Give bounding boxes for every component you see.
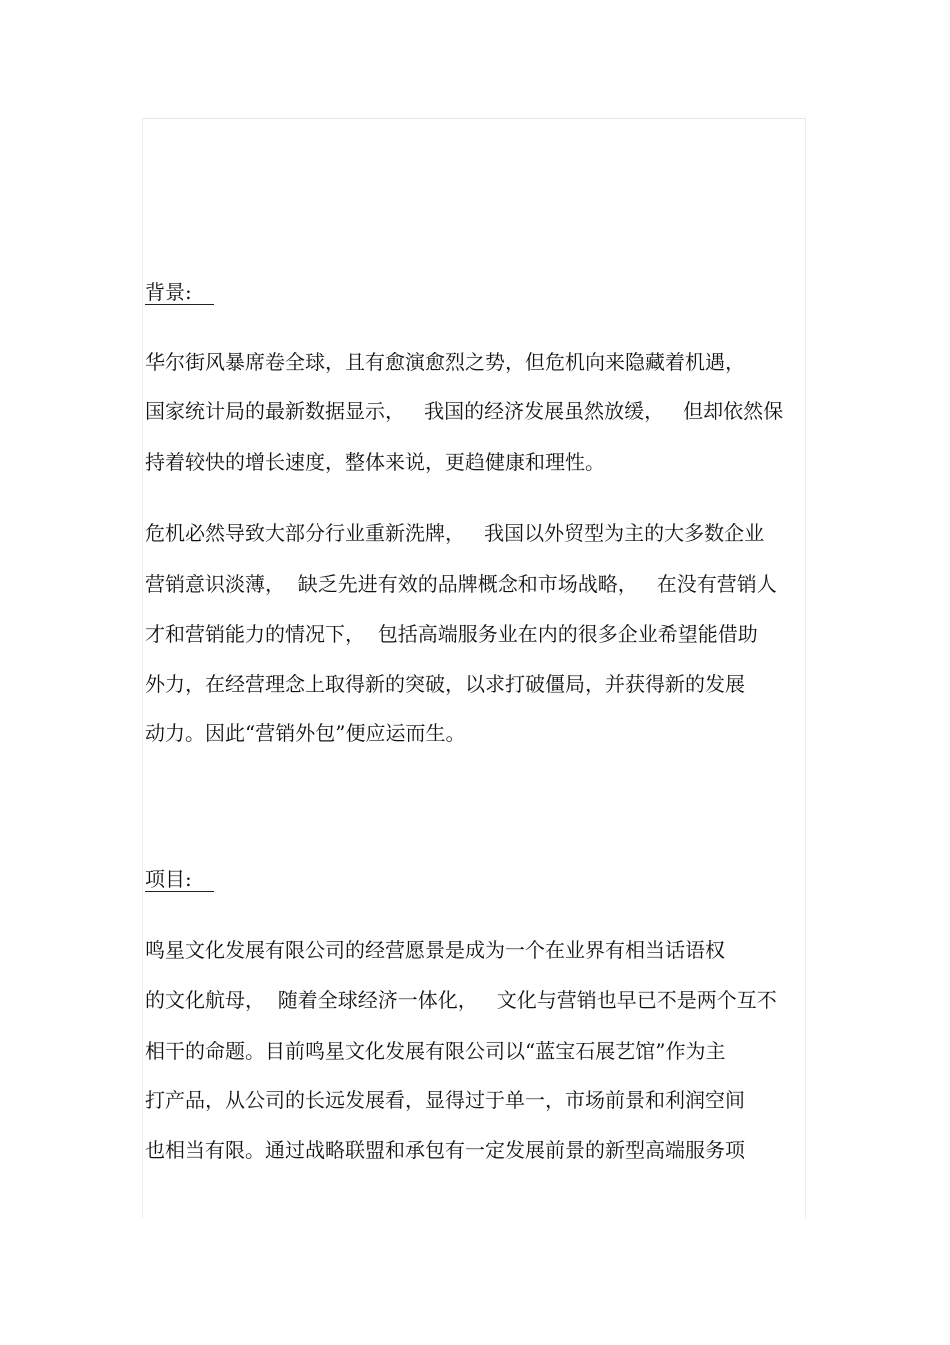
text-line: 国家统计局的最新数据显示， 我国的经济发展虽然放缓， 但却依然保 [145,399,784,423]
text-line: 营销意识淡薄， 缺乏先进有效的品牌概念和市场战略， 在没有营销人 [145,572,777,596]
text-line: 的文化航母， 随着全球经济一体化， 文化与营销也早已不是两个互不 [145,988,777,1012]
text-line: 外力，在经营理念上取得新的突破，以求打破僵局，并获得新的发展 [145,672,745,696]
text-line: 相干的命题。目前鸣星文化发展有限公司以“蓝宝石展艺馆”作为主 [145,1039,726,1063]
text-line: 动力。因此“营销外包”便应运而生。 [145,721,466,745]
text-line: 也相当有限。通过战略联盟和承包有一定发展前景的新型高端服务项 [145,1138,745,1162]
text-line: 鸣星文化发展有限公司的经营愿景是成为一个在业界有相当话语权 [145,938,725,962]
text-line: 打产品，从公司的长远发展看，显得过于单一，市场前景和利润空间 [145,1088,745,1112]
text-line: 危机必然导致大部分行业重新洗牌， 我国以外贸型为主的大多数企业 [145,521,765,545]
text-line: 持着较快的增长速度，整体来说，更趋健康和理性。 [145,450,605,474]
text-line: 才和营销能力的情况下， 包括高端服务业在内的很多企业希望能借助 [145,622,758,646]
project-heading: 项目: [145,867,214,892]
text-line: 华尔街风暴席卷全球，且有愈演愈烈之势，但危机向来隐藏着机遇， [145,350,745,374]
background-heading: 背景: [145,280,214,305]
